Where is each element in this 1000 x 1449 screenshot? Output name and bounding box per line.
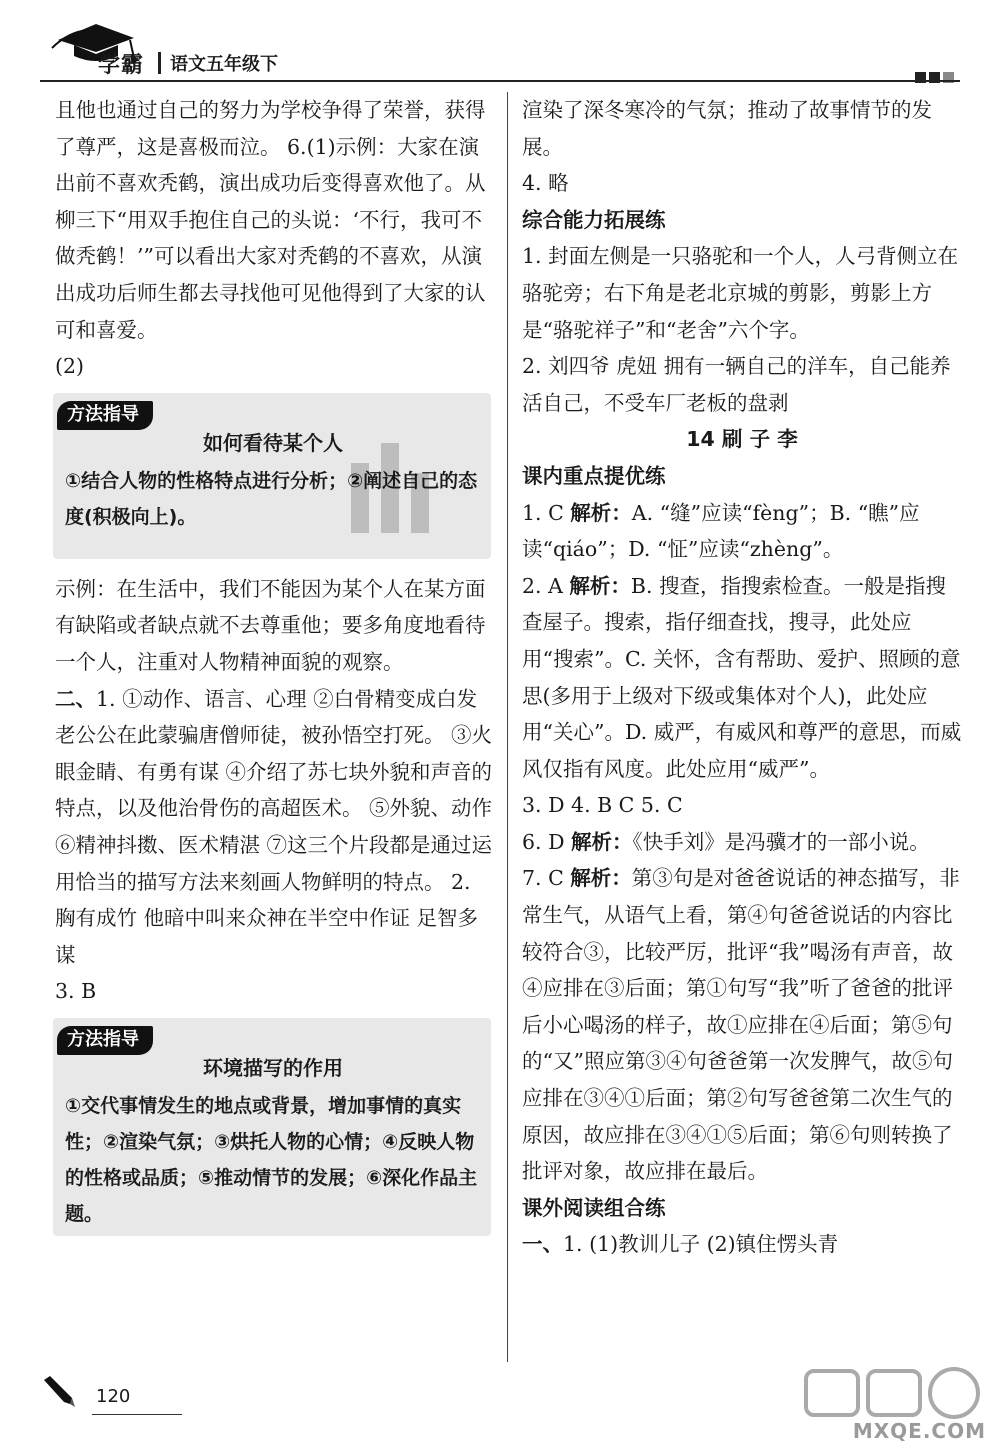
analysis-label: 解析： [571, 829, 633, 854]
answer-text: 1. (1)教训儿子 (2)镇住愣头青 [563, 1232, 839, 1257]
method-guide-body: ①结合人物的性格特点进行分析；②阐述自己的态度(积极向上)。 [65, 469, 478, 528]
answer-paragraph: 2. 刘四爷 虎妞 拥有一辆自己的洋车，自己能养活自己，不受车厂老板的盘剥 [522, 354, 951, 415]
answer-paragraph: 4. 略 [522, 171, 569, 196]
answer-paragraph [522, 1226, 962, 1263]
answer-paragraph: 3. D 4. B C 5. C [522, 793, 683, 818]
answer-paragraph: 1. 封面左侧是一只骆驼和一个人，人弓背侧立在骆驼旁；右下角是老北京城的剪影，剪影上方是“骆驼祥子”和“老舍”六个字。 [522, 244, 959, 342]
right-column [522, 92, 962, 1263]
analysis-label: 解析： [570, 866, 632, 891]
header-rule [40, 80, 960, 82]
lesson-title: 14 刷 子 李 [686, 427, 798, 452]
answer-paragraph: 3. B [55, 979, 97, 1004]
answer-text: 第③句是对爸爸说话的神态描写，非常生气，从语气上看，第④句爸爸说话的内容比较符合③，比较严厉，批评“我”喝汤有声音，故④应排在③后面；第①句写“我”听了爸爸的批评后小心喝汤的样子，故①应排在④后面；第⑤句的“又”照应第③④句爸爸第一次发脾气，故⑤句应排在③④①后面；第②句写爸爸第二次生气的原因，故应排在③④①⑤后面；第⑥句则转换了批评对象，故应排在最后。 [522, 866, 960, 1184]
answer-paragraph [522, 824, 962, 861]
answer-paragraph [522, 568, 962, 788]
watermark-graphic-icon [341, 443, 451, 533]
brand-name: 学霸 [98, 53, 145, 78]
answer-text: 《快手刘》是冯骥才的一部小说。 [632, 829, 930, 854]
answer-text: 1. ①动作、语言、心理 ②白骨精变成白发老公公在此蒙骗唐僧师徒，被孙悟空打死。 ③火眼金睛、有勇有谋 ④介绍了苏七块外貌和声音的特点，以及他治骨伤的高超医术。 ⑤外貌、动作 ⑥精神抖擞、医术精湛 ⑦这三个片段都是通过运用恰当的描写方法来刻画人物鲜明的特点。 2. 胸有成竹 他暗中叫来众神在半空中作证 足智多谋 [55, 686, 493, 967]
method-guide-title: 如何看待某个人 [203, 430, 343, 455]
answer-paragraph: 示例：在生活中，我们不能因为某个人在某方面有缺陷或者缺点就不去尊重他；要多角度地看待一个人，注重对人物精神面貌的观察。 [55, 576, 486, 674]
method-guide-badge: 方法指导 [57, 401, 153, 430]
book-subtitle: 语文五年级下 [170, 54, 278, 75]
section-heading: 课外阅读组合练 [522, 1195, 666, 1220]
page-header [40, 18, 960, 80]
analysis-label: 解析： [570, 500, 632, 525]
page-number-underline [92, 1414, 182, 1415]
answer-paragraph: 渲染了深冬寒冷的气氛；推动了故事情节的发展。 [522, 98, 932, 159]
method-guide-box [53, 1018, 491, 1236]
page-number: 120 [96, 1386, 131, 1407]
answer-paragraph [522, 495, 962, 568]
answer-paragraph [522, 860, 962, 1189]
section-heading: 综合能力拓展练 [522, 207, 666, 232]
answer-number: 7. C [522, 866, 564, 891]
decorative-squares-icon [912, 68, 954, 87]
method-guide-box [53, 393, 491, 559]
answer-paragraph: 且他也通过自己的努力为学校争得了荣誉，获得了尊严，这是喜极而泣。 6.(1)示例：大家在演出前不喜欢秃鹤，演出成功后变得喜欢他了。从柳三下“用双手抱住自己的头说：‘不行，我可不做秃鹤！’”可以看出大家对秃鹤的不喜欢，从演出成功后师生都去寻找他可见他得到了大家的认可和喜爱。 [55, 98, 486, 342]
left-column [55, 92, 495, 1248]
answer-number: 2. A [522, 573, 563, 598]
answer-paragraph [55, 681, 495, 974]
section-label: 一、 [522, 1232, 563, 1257]
pencil-icon [40, 1372, 76, 1408]
answer-paragraph: (2) [55, 354, 85, 379]
answer-number: 6. D [522, 829, 565, 854]
analysis-label: 解析： [569, 573, 631, 598]
answer-number: 1. C [522, 500, 564, 525]
method-guide-badge: 方法指导 [57, 1026, 153, 1055]
watermark-text: MXQE.COM [852, 1419, 986, 1443]
answer-text: B. 搜查，指搜索检查。一般是指搜查屋子。搜索，指仔细查找，搜寻，此处应用“搜索”。C. 关怀，含有帮助、爱护、照顾的意思(多用于上级对下级或集体对个人)，此处应用“关心”。D. 威严，有威风和尊严的意思，而威风仅指有风度。此处应用“威严”。 [522, 573, 962, 781]
method-guide-body: ①交代事情发生的地点或背景，增加事情的真实性；②渲染气氛；③烘托人物的心情；④反映人物的性格或品质；⑤推动情节的发展；⑥深化作品主题。 [65, 1094, 478, 1225]
section-heading: 课内重点提优练 [522, 463, 666, 488]
column-divider [507, 92, 508, 1362]
header-separator [158, 52, 161, 74]
method-guide-title: 环境描写的作用 [203, 1055, 343, 1080]
section-label: 二、 [55, 686, 96, 711]
answer-text: A. “缝”应读“fèng”；B. “瞧”应读“qiáo”；D. “怔”应读“zhèng”。 [522, 500, 920, 562]
page-footer [40, 1372, 240, 1412]
